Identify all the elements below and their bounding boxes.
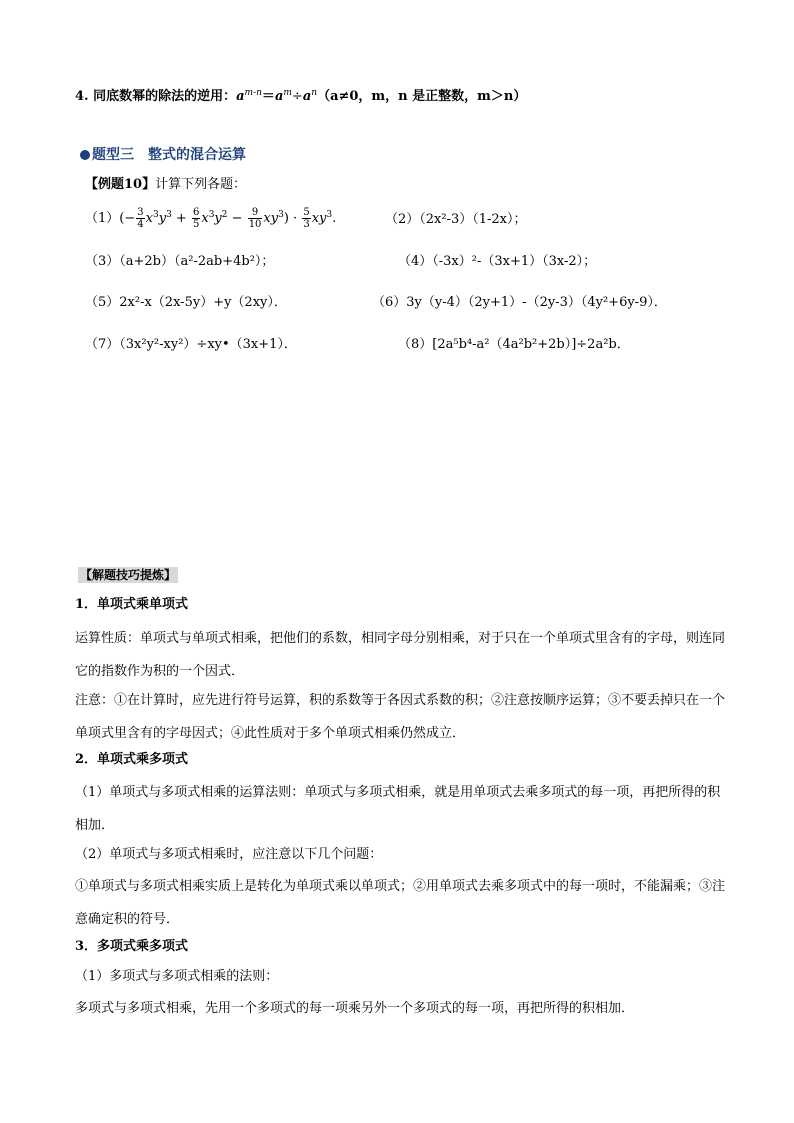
tips-heading-2: 2．单项式乘多项式	[75, 752, 189, 767]
problem-3: （3）（a+2b）（a²-2ab+4b²）；	[85, 254, 275, 269]
problem-1: （1）(− $\frac{3}{4}$ $x^3y^3$ + $\frac{6}{5}$ $x^3y^2$ − $\frac{9}{10}$ $xy^3$) · $\frac{5}{3}$ $xy^3$.	[85, 207, 337, 230]
problem-2: （2）（2x²-3）（1-2x）；	[385, 212, 527, 227]
problem-8: （8）[2a⁵b⁴-a²（4a²b²+2b）]÷2a²b．	[398, 337, 630, 352]
problem-6: （6）3y（y-4）（2y+1）-（2y-3）（4y²+6y-9）．	[372, 295, 667, 310]
tips-h2-paragraph-3: ①单项式与多项式相乘实质上是转化为单项式乘以单项式；②用单项式去乘多项式中的每一项时，不能漏乘；③注意确定积的符号．	[75, 879, 726, 927]
tips-h2-paragraph-2: （2）单项式与多项式相乘时，应注意以下几个问题：	[75, 847, 383, 862]
problem-7: （7）（3x²y²-xy²）÷xy•（3x+1）．	[85, 337, 297, 352]
section-title: 题型三 整式的混合运算	[92, 147, 246, 163]
problem-5: （5）2x²-x（2x-5y）+y（2xy）．	[85, 295, 287, 310]
tips-h3-paragraph-1: （1）多项式与多项式相乘的法则：	[75, 969, 279, 984]
example-text: 计算下列各题：	[155, 177, 247, 192]
tips-h3-paragraph-2: 多项式与多项式相乘，先用一个多项式的每一项乘另外一个多项式的每一项，再把所得的积相加．	[75, 1001, 635, 1016]
section-heading	[80, 146, 246, 164]
tips-h2-paragraph-1: （1）单项式与多项式相乘的运算法则：单项式与多项式相乘，就是用单项式去乘多项式的每一项，再把所得的积相加．	[75, 785, 721, 833]
tips-h1-paragraph-2: 注意：①在计算时，应先进行符号运算，积的系数等于各因式系数的积；②注意按顺序运算；③不要丢掉只在一个单项式里含有的字母因式；④此性质对于多个单项式相乘仍然成立．	[75, 693, 726, 741]
rule-4-label: 4. 同底数幂的除法的逆用：	[75, 89, 237, 104]
tips-heading-3: 3．多项式乘多项式	[75, 939, 189, 954]
rule-4-condition: （a≠0，m，n 是正整数，m＞n）	[317, 89, 527, 104]
bullet-dot-icon	[80, 150, 90, 160]
rule-4-line: 4. 同底数幂的除法的逆用：$a^{m-n}=a^m\div a^n(a\ne 0$，m，n 是正整数，m＞n）	[75, 88, 527, 104]
example-label: 【例题10】	[85, 177, 156, 192]
example-heading	[85, 176, 246, 194]
problem-4: （4）（-3x）²-（3x+1）（3x-2）；	[398, 254, 597, 269]
tips-tag: 【解题技巧提炼】	[80, 568, 177, 582]
tips-heading-1: 1．单项式乘单项式	[75, 597, 189, 612]
tips-h1-paragraph-1: 运算性质：单项式与单项式相乘，把他们的系数，相同字母分别相乘，对于只在一个单项式里含有的字母，则连同它的指数作为积的一个因式．	[75, 631, 726, 679]
